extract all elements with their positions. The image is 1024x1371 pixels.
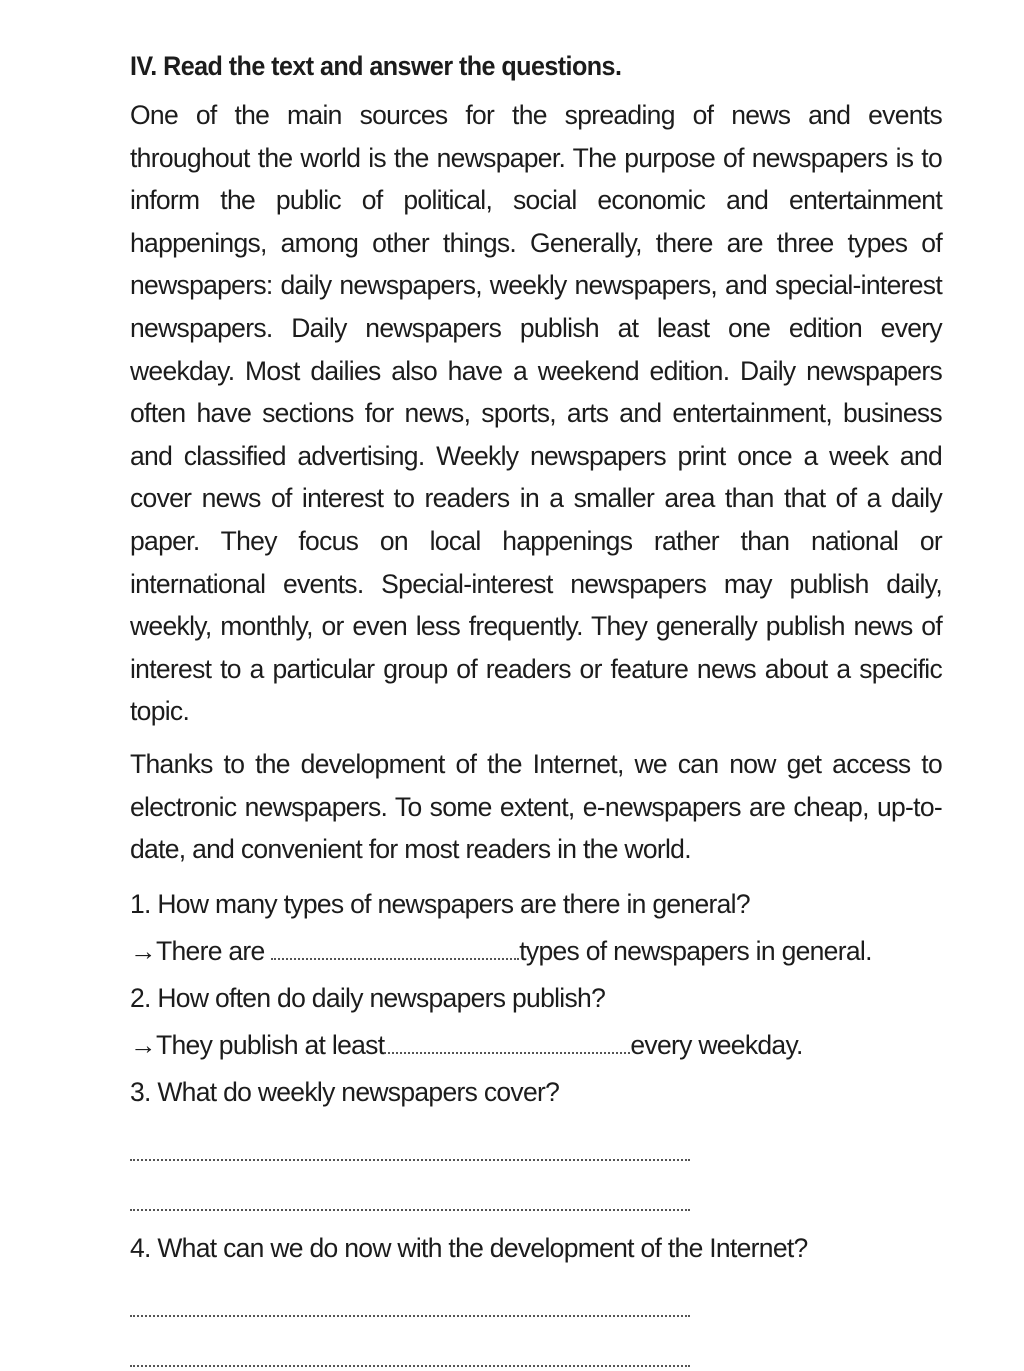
answer-1-prefix: There are xyxy=(156,935,272,966)
question-4: 4. What can we do now with the development of the Internet? xyxy=(130,1232,808,1263)
reading-paragraph-1: One of the main sources for the spreading of news and events throughout the world is the newspaper. The purpose of newspapers is to inform the public of political, social economic and entertainment happenings, among other things. Generally, there are three types of newspapers: daily newspapers, weekly newspapers, and special-interest newspapers. Daily newspapers publish at least one edition every weekday. Most dailies also have a weekend edition. Daily newspapers often have sections for news, sports, arts and entertainment, business and classified advertising. Weekly newspapers print once a week and cover news of interest to readers in a smaller area than that of a daily paper. They focus on local happenings rather than national or international events. Special-interest newspapers may publish daily, weekly, monthly, or even less frequently. They generally publish news of interest to a particular group of readers or feature news about a specific topic. xyxy=(130,100,942,727)
question-1-block xyxy=(130,881,942,975)
question-2: 2. How often do daily newspapers publish? xyxy=(130,982,606,1013)
question-4-block xyxy=(130,1225,942,1367)
answer-2-blank[interactable] xyxy=(384,1048,630,1054)
question-3: 3. What do weekly newspapers cover? xyxy=(130,1076,560,1107)
answer-1-suffix: types of newspapers in general. xyxy=(519,935,872,966)
answer-4-blank-line-1[interactable] xyxy=(130,1271,690,1317)
answer-1-line xyxy=(130,927,942,975)
answer-2-suffix: every weekday. xyxy=(630,1029,803,1060)
answer-1-blank[interactable] xyxy=(271,954,519,960)
arrow-icon: → xyxy=(130,1029,156,1060)
answer-4-blank-line-2[interactable] xyxy=(130,1321,690,1367)
exercise-heading: IV. Read the text and answer the questions. xyxy=(130,51,622,81)
answer-3-blank-line-2[interactable] xyxy=(130,1165,690,1211)
question-1: 1. How many types of newspapers are there in general? xyxy=(130,888,750,919)
answer-2-prefix: They publish at least xyxy=(156,1029,385,1060)
answer-2-line xyxy=(130,1021,942,1069)
worksheet xyxy=(130,46,942,1371)
answer-3-blank-line-1[interactable] xyxy=(130,1115,690,1161)
question-3-block xyxy=(130,1069,942,1211)
reading-paragraph-2: Thanks to the development of the Internet, we can now get access to electronic newspapers. To some extent, e-newspapers are cheap, up-to-date, and convenient for most readers in the world. xyxy=(130,748,942,865)
question-2-block xyxy=(130,975,942,1069)
arrow-icon: → xyxy=(130,935,156,966)
